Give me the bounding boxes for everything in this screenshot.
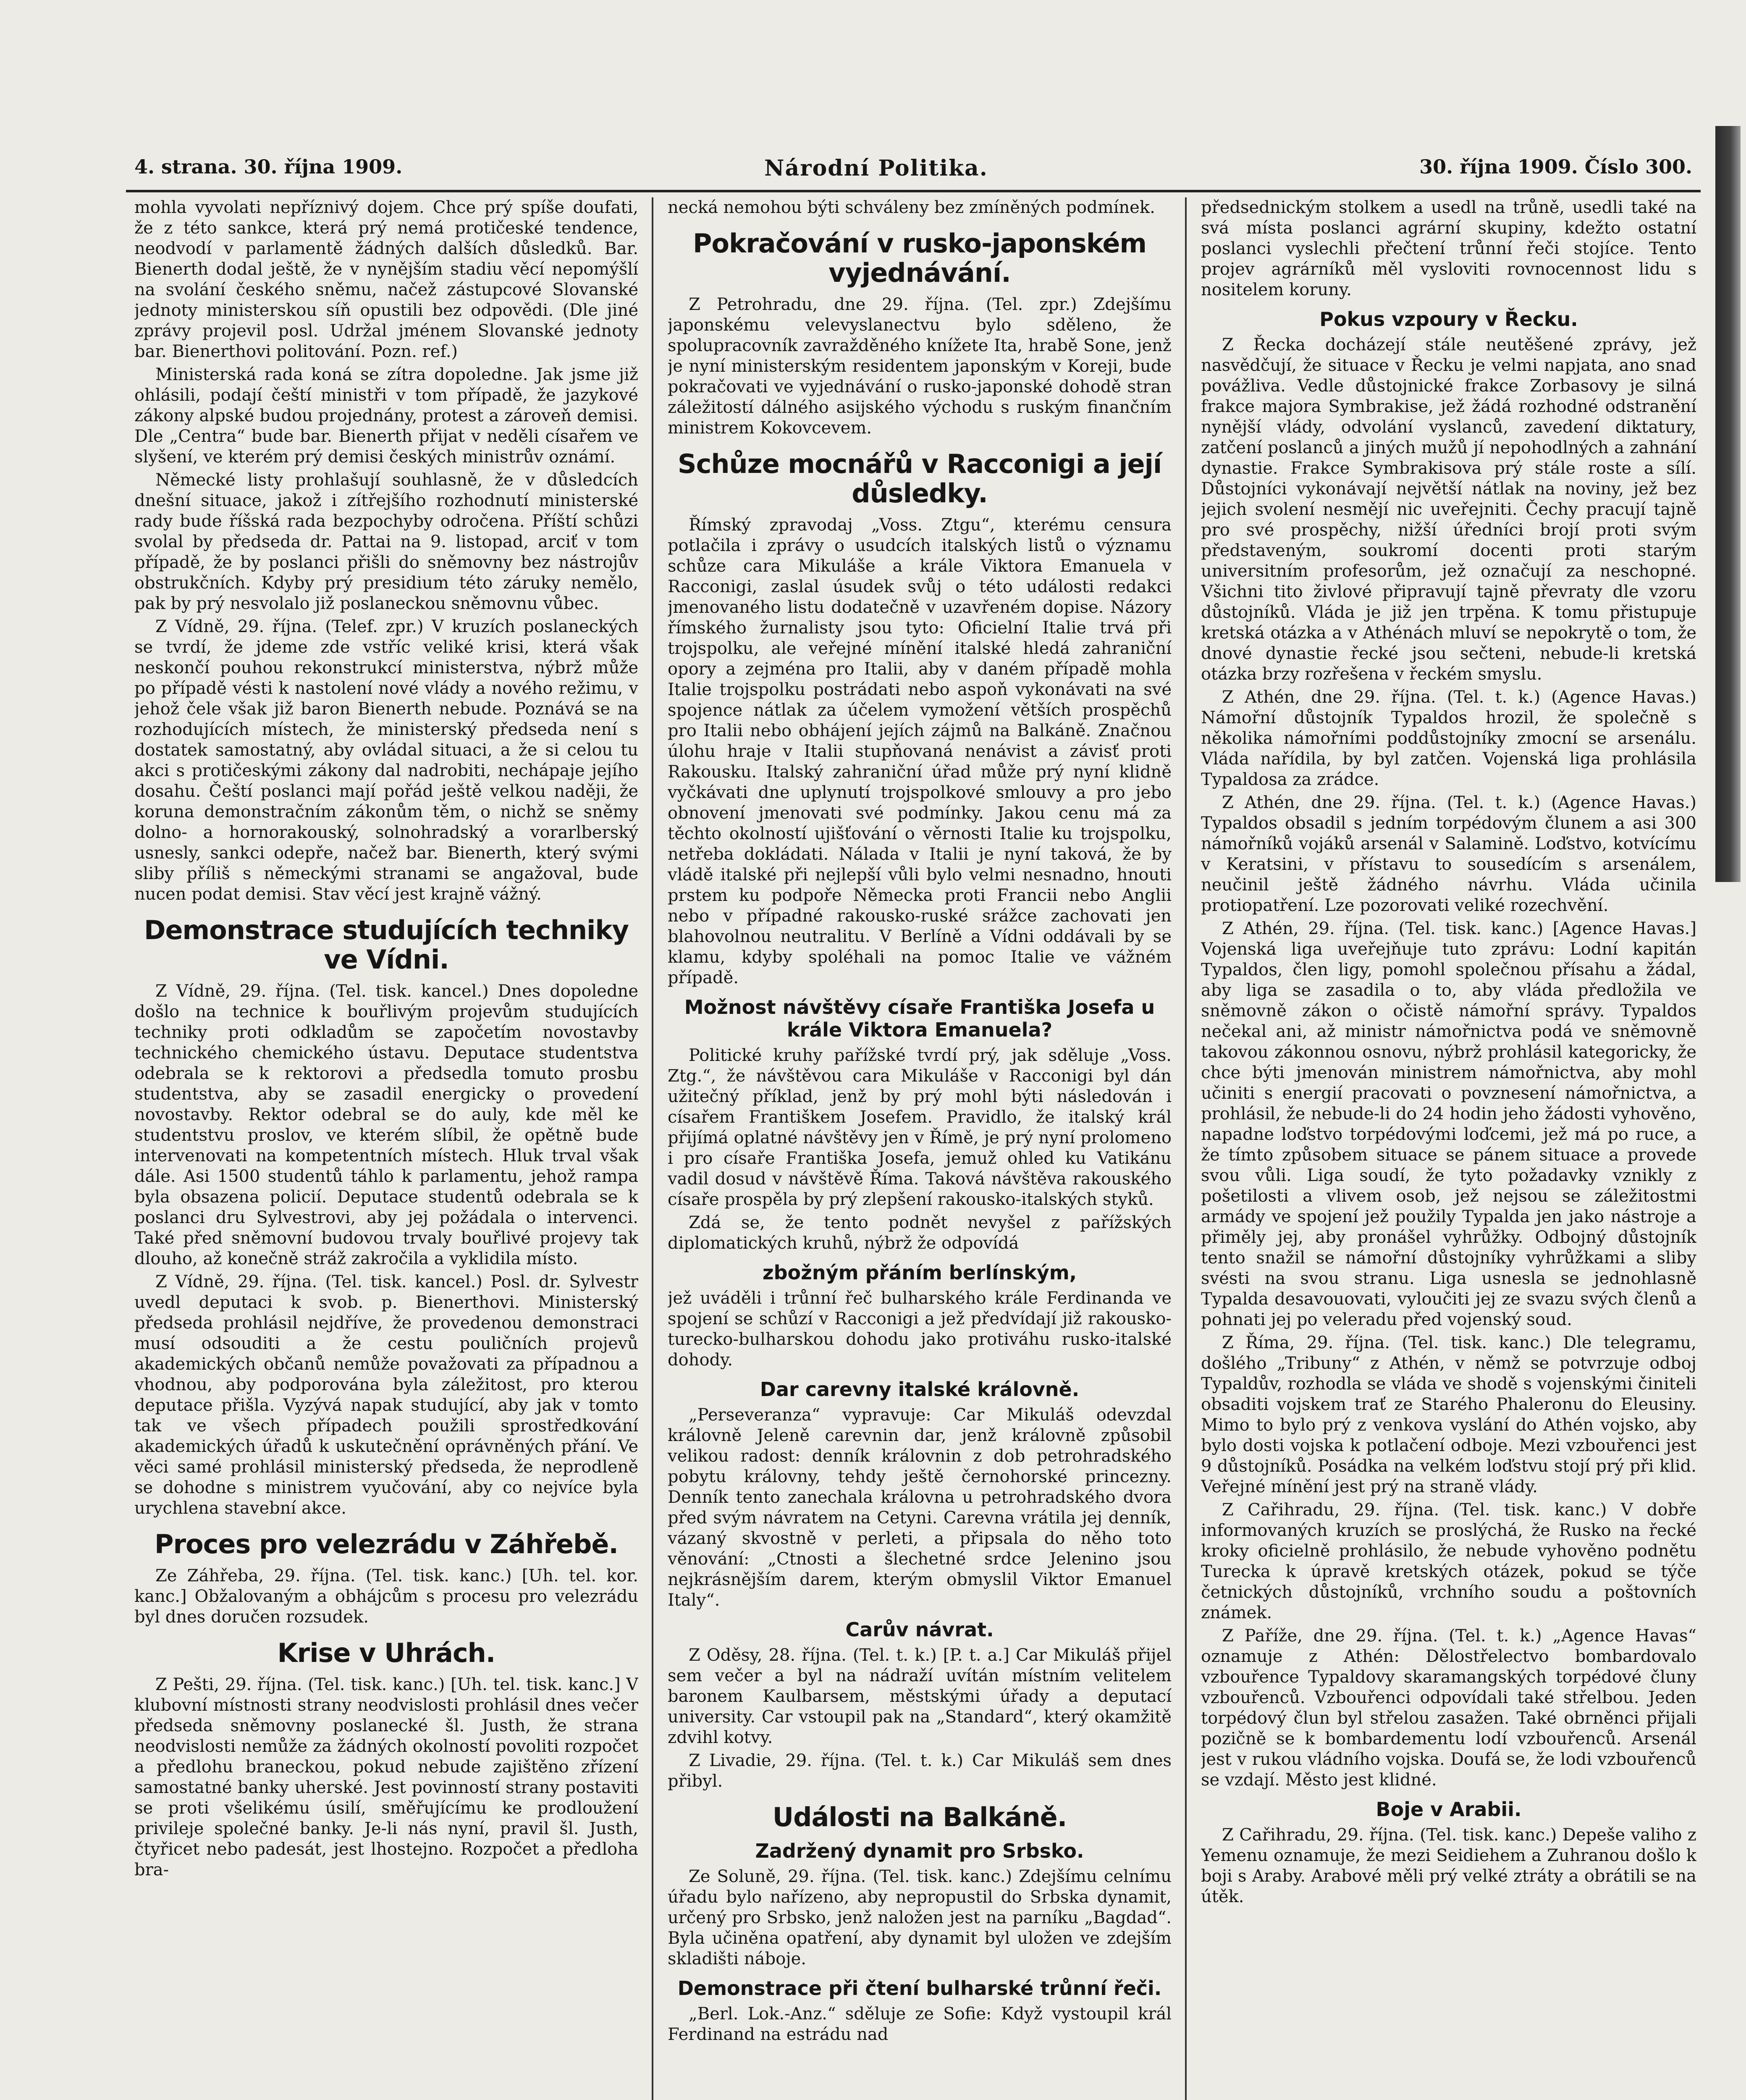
article-paragraph: Z Cařihradu, 29. října. (Tel. tisk. kanc.) Depeše valiho z Yemenu oznamuje, že mezi Seidiehem a Zuhranou došlo k boji s Araby. Arabové měli prý velké ztráty a obrátili se na útěk.: [1201, 1825, 1696, 1906]
article-paragraph: Z Cařihradu, 29. října. (Tel. tisk. kanc.) V dobře informovaných kruzích se proslýchá, že Rusko na řecké kroky oficielně prohlásilo, že nebude vyhověno podnětu Turecka k úpravě kretských otázek, pokud se týče četnických důstojníků, vrchního soudu a poštovních známek.: [1201, 1500, 1696, 1622]
article-paragraph: Z Athén, 29. října. (Tel. tisk. kanc.) [Agence Havas.] Vojenská liga uveřejňuje tuto zprávu: Lodní kapitán Typaldos, člen ligy, pomohl společnou přísahu a žádal, aby liga se zasadila o to, aby vláda předložila ve sněmovně zákon o očistě námořní správy. Typaldos nečekal ani, až ministr námořnictva podá ve sněmovně takovou zákonnou osnovu, nýbrž prohlásil kategoricky, že chce býti jmenován ministrem námořnictva, aby mohl učiniti s energií pracovati o povznesení námořnictva, a prohlásil, že nebude-li do 24 hodin jeho žádosti vyhověno, napadne loďstvo torpédovými loďcemi, jež má po ruce, a že tímto způsobem situace se pánem situace a provede svou vůli. Liga soudí, že tyto požadavky vznikly z pošetilosti a vlivem osob, jež nejsou se záležitostmi armády ve spojení jež použily Typalda jen jako nástroje a přiměly jej, aby pronášel vyhrůžky. Odbojný důstojník tento snažil se námořní důstojníky vyhrůžkami a sliby svésti na svou stranu. Liga usnesla se jednohlasně Typalda desavouovati, vyloučiti jej ze svazu svých členů a pohnati jej po veleradu před vojenský soud.: [1201, 919, 1696, 1329]
headline-rusko-japonske: Pokračování v rusko-japonském vyjednávání.: [692, 228, 1147, 288]
article-paragraph: Zdá se, že tento podnět nevyšel z pařížských diplomatických kruhů, nýbrž že odpovídá: [668, 1213, 1172, 1253]
subheadline-caruv-navrat: Carův návrat.: [845, 1618, 994, 1641]
article-paragraph: Z Athén, dne 29. října. (Tel. t. k.) (Agence Havas.) Námořní důstojník Typaldos hrozil, že společně s několika námořními poddůstojníky zmocní se arsenálu. Vláda nařídila, by byl zatčen. Vojenská liga prohlásila Typaldosa za zrádce.: [1201, 688, 1696, 789]
subheadline-dar-carevny: Dar carevny italské královně.: [760, 1378, 1080, 1401]
article-paragraph: Z Pešti, 29. října. (Tel. tisk. kanc.) [Uh. tel. tisk. kanc.] V klubovní místnosti strany neodvislosti prohlásil dnes večer předseda sněmovny poslanecké šl. Justh, že strana neodvislosti nemůže za žádných okolností povoliti rozpočet a předlohu braneckou, pokud nebude zajištěno zřízení samostatné banky uherské. Jest povinností strany postaviti se proti všelikému úsilí, směřujícímu ke prodloužení privileje společné banky. Je-li nás nyní, pravil šl. Justh, čtyřicet nebo padesát, jest lhostejno. Rozpočet a předloha bra-: [134, 1675, 638, 1880]
article-paragraph: předsednickým stolkem a usedl na trůně, usedli také na svá místa poslanci agrární skupiny, kdežto ostatní poslanci vyslechli přečtení trůnní řeči stojíce. Tento projev agrárníků měl vysloviti rovnocennost lidu s nositelem koruny.: [1201, 198, 1696, 299]
running-header: [126, 151, 1701, 185]
article-paragraph: Z Vídně, 29. října. (Tel. tisk. kancel.) Posl. dr. Sylvestr uvedl deputaci k svob. p. Bienerthovi. Ministerský předseda prohlásil nejdříve, že provedenou demonstraci musí odsouditi a že cestu pouličních projevů akademických občanů nemůže považovati za případnou a vhodnou, aby podporována byla záležitost, pro kterou deputace přišla. Vyzývá napak studující, aby jak v tomto tak ve všech případech použili sprostředkování akademických úřadů k uskutečnění oprávněných přání. Ve věci samé prohlásil ministerský předseda, že neprodleně se dohodne s ministrem vyučování, aby co nejvíce byla urychlena stavební akce.: [134, 1272, 638, 1518]
subheadline-dynamit-srbsko: Zadržený dynamit pro Srbsko.: [755, 1840, 1084, 1862]
article-paragraph: Z Paříže, dne 29. října. (Tel. t. k.) „Agence Havas“ oznamuje z Athén: Dělostřelectvo bombardovalo vzbouřence Typaldovy skaramangských torpédové čluny vzbouřenců. Vzbouřenci odpovídali také střelbou. Jeden torpédový člun byl střelou zasažen. Také obrněnci přijali pozičně se k bombardementu lodí vzbouřenců. Arsenál jest v rukou vládního vojska. Doufá se, že lodi vzbouřenců se vzdají. Město jest klidné.: [1201, 1626, 1696, 1790]
article-paragraph: Z Athén, dne 29. října. (Tel. t. k.) (Agence Havas.) Typaldos obsadil s jedním torpédovým člunem a asi 300 námořníků vojáků arsenál v Salamině. Loďstvo, kotvícímu v Keratsini, v přístavu to sousedícím s arsenálem, neučinil ještě žádného návrhu. Vláda učinila protiopatření. Lze pozorovati veliké rozechvění.: [1201, 793, 1696, 915]
article-paragraph: Ministerská rada koná se zítra dopoledne. Jak jsme již ohlásili, podají čeští ministři v tom případě, že jazykové zákony alpské budou projednány, protest a zároveň demisi. Dle „Centra“ bude bar. Bienerth přijat v neděli císařem ve slyšení, ve kterém prý demisi českých ministrův oznámí.: [134, 365, 638, 467]
masthead-title: Národní Politika.: [764, 155, 988, 181]
column-separator: [652, 197, 653, 2100]
subheadline-navsteva-cisare: Možnost návštěvy císaře Františka Josefa u krále Viktora Emanuela?: [684, 996, 1155, 1041]
article-paragraph: Z Řecka docházejí stále neutěšené zprávy, jež nasvědčují, že situace v Řecku je velmi napjata, ano snad povážliva. Vedle důstojnické frakce Zorbasovy je silná frakce majora Symbrakise, jež žádá rozhodné odstranění nynější vlády, odvolání vyslanců, zavedení diktatury, zatčení poslanců a jiných mužů jí nepohodlných a zahnání dynastie. Frakce Symbrakisova prý stále roste a sílí. Důstojníci vykonávají největší nátlak na noviny, jež bez jejich svolení nesmějí nic uveřejniti. Čechy pracují tajně pro své prospěchy, nižší úředníci brojí proti svým představeným, soukromí docenti proti starým universitním profesorům, jež označují za neschopné. Všichni tito živlové připravují tajně převraty dle vzoru důstojníků. Vláda je již jen trpěna. K tomu přistupuje kretská otázka a v Athénách mluví se nepokrytě o tom, že dnové dynastie řecké jsou sečteni, nebude-li kretská otázka brzy rozřešena v řeckém smyslu.: [1201, 335, 1696, 684]
subheadline-vzpoura-recko: Pokus vzpoury v Řecku.: [1319, 308, 1578, 331]
headline-udalosti-na-balkane: Události na Balkáně.: [772, 1802, 1067, 1832]
article-paragraph: Ze Záhřeba, 29. října. (Tel. tisk. kanc.) [Uh. tel. kor. kanc.] Obžalovaným a obhájcům s procesu pro velezrádu byl dnes doručen rozsudek.: [134, 1566, 638, 1627]
column-2: [668, 197, 1172, 2100]
subheadline-boje-v-arabii: Boje v Arabii.: [1376, 1798, 1522, 1821]
article-paragraph: Německé listy prohlašují souhlasně, že v důsledcích dnešní situace, jakož i zítřejšího rozhodnutí ministerské rady bude říšská rada bezpochyby odročena. Příští schůzi svolal by předseda dr. Pattai na 9. listopad, arciť v tom případě, že by poslanci přišli do sněmovny bez nástrojův obstrukčních. Kdyby prý presidium této záruky nemělo, pak by prý nesvolalo již poslaneckou sněmovnu vůbec.: [134, 470, 638, 613]
article-paragraph: Římský zpravodaj „Voss. Ztgu“, kterému censura potlačila i zprávy o usudcích italských listů o významu schůze cara Mikuláše a krále Viktora Emanuela v Racconigi, zaslal úsudek svůj o této události redakci jmenovaného listu dodatečně v uzavřeném dopise. Názory římského žurnalisty jsou tyto: Oficielní Italie trvá při trojspolku, ale veřejné mínění italské hledá zahraniční opory a zejména pro Italii, aby v daném případě mohla Italie trojspolku postrádati nebo aspoň vykonávati na své spojence nátlak za účelem vymožení větších prospěchů pro Italii nebo obhájení jejích zájmů na Balkáně. Značnou úlohu hraje v Italii stupňovaná nenávist a závisť proti Rakousku. Italský zahraniční úřad může prý nyní klidně vyčkávati dne uplynutí trojspolkové smlouvy a pro jebo obnovení jmenovati své podmínky. Jakou cenu má za těchto okolností ujišťování o věrnosti Italie ku trojspolku, netřeba dokládati. Nálada v Italii je nyní taková, že by vládě italské při nejlepší vůli bylo velmi nesnadno, hnouti prstem ku podpoře Německa proti Francii nebo Anglii nebo v případné rakousko-ruské srážce zachovati jen blahovolnou neutralitu. V Berlíně a Vídni oddávali by se klamu, kdyby spoléhali na pomoc Italie ve vážném případě.: [668, 515, 1172, 987]
page-edge-shadow: [1715, 126, 1741, 882]
article-paragraph: Politické kruhy pařížské tvrdí prý, jak sděluje „Voss. Ztg.“, že návštěvou cara Mikuláše v Racconigi byl dán užitečný příklad, jenž by prý mohl býti následován i císařem Františkem Josefem. Pravidlo, že italský král přijímá oplatné návštěvy jen v Římě, je prý nyní prolomeno i pro císaře Františka Josefa, jemuž ohled ku Vatikánu vadil dosud v návštěvě Říma. Taková návštěva rakouského císaře prospěla by prý zlepšení rakousko-italských styků.: [668, 1046, 1172, 1209]
article-paragraph: „Perseveranza“ vypravuje: Car Mikuláš odevzdal královně Jeleně carevnin dar, jenž královně způsobil velikou radost: denník královnin z dob petrohradského pobytu královny, tehdy ještě černohorské princezny. Denník tento zanechala královna u petrohradského dvora před svým návratem na Cetyni. Carevna vrátila jej denník, vázaný skvostně v perleti, a připsala do něho toto věnování: „Ctnosti a šlechetné srdce Jelenino jsou nejkrásnějším darem, kterým obmyslil Viktor Emanuel Italy“.: [668, 1405, 1172, 1610]
article-paragraph: jež uváděli i trůnní řeč bulharského krále Ferdinanda ve spojení se schůzí v Racconigi a jež předvídají již rakousko-turecko-bulharskou dohodu jako protiváhu rusko-italské dohody.: [668, 1289, 1172, 1370]
article-paragraph: necká nemohou býti schváleny bez zmíněných podmínek.: [668, 198, 1155, 217]
issue-date-number: 30. října 1909. Číslo 300.: [1419, 155, 1692, 178]
newspaper-page: [126, 151, 1701, 2100]
article-paragraph: Z Říma, 29. října. (Tel. tisk. kanc.) Dle telegramu, došlého „Tribuny“ z Athén, v němž se potvrzuje odboj Typaldův, rozhodla se vláda ve shodě s vojenskými činiteli obsaditi vojskem trať ze Starého Phaleronu do Eleusiny. Mimo to bylo prý z venkova vyslání do Athén vojsko, aby bylo dosti vojska k potlačení odboje. Mezi vzbouřenci jest 9 důstojníků. Posádka na velkém loďstvu stojí prý při klid. Veřejné mínění jest prý na straně vlády.: [1201, 1333, 1696, 1496]
subheadline-trunni-rec: Demonstrace při čtení bulharské trůnní řeči.: [677, 1977, 1162, 2000]
column-separator: [1185, 197, 1187, 2100]
article-paragraph: Z Vídně, 29. října. (Telef. zpr.) V kruzích poslaneckých se tvrdí, že jdeme zde vstříc veliké krisi, která však neskončí pouhou rekonstrukcí ministerstva, nýbrž může po případě vésti k nastolení nové vlády a nového režimu, v jehož čele však již baron Bienerth nebude. Poznává se na rozhodujících místech, že ministerský předseda není s dostatek samostatný, aby ovládal situaci, a že si celou tu akci s protičeskými zákony dal nadrobiti, nechápaje jejího dosahu. Čeští poslanci mají pořád ještě velkou naději, že koruna demonstračním zákonům těm, o nichž se sněmy dolno- a hornorakouský, solnohradský a vorarlberský usnesly, sankci odepře, načež bar. Bienerth, který svými sliby příliš s německými stranami se angažoval, bude nucen podat demisi. Stav věcí jest krajně vážný.: [134, 617, 638, 904]
article-paragraph: Z Petrohradu, dne 29. října. (Tel. zpr.) Zdejšímu japonskému velevyslanectvu bylo sděleno, že spolupracovník zavražděného knížete Ita, hrabě Sone, jenž je nyní ministerským residentem japonským v Koreji, bude pokračovati ve vyjednávání o rusko-japonské dohodě stran záležitostí dálného asijského východu s ruským finančním ministrem Kokovcevem.: [668, 295, 1172, 438]
header-rule: [126, 190, 1701, 192]
column-1: [134, 197, 638, 2100]
article-paragraph: Z Vídně, 29. října. (Tel. tisk. kancel.) Dnes dopoledne došlo na technice k bouřlivým projevům studujících techniky proti odkladům se započetím novostavby technického chemického ústavu. Deputace studentstva odebrala se k rektorovi a předsedla tomuto prosbu studentstva, aby se zasadil energicky o provedení novostavby. Rektor odebral se do auly, kde měl ke studentstvu proslov, ve kterém slíbil, že opětně bude intervenovati na kompetentních místech. Hluk trval však dále. Asi 1500 studentů táhlo k parlamentu, jehož rampa byla obsazena policií. Deputace studentů odebrala se k poslanci dru Sylvestrovi, aby jej požádala o intervenci. Také před sněmovní budovou trvaly bouřlivé projevy tak dlouho, až konečně stráž zakročila a vyklidila místo.: [134, 982, 638, 1268]
headline-demonstrace-techniky: Demonstrace studujících techniky ve Vídni.: [144, 915, 629, 975]
article-paragraph: mohla vyvolati nepříznivý dojem. Chce prý spíše doufati, že z této sankce, která prý nemá protičeské tendence, neodvodí v parlamentě žádných dalších důsledků. Bar. Bienerth dodal ještě, že v nynějším stadiu věcí nepomýšlí na svolání českého sněmu, načež zástupcové Slovanské jednoty ministerskou síň opustili bez odpovědi. (Dle jiné zprávy projevil posl. Udržal jménem Slovanské jednoty bar. Bienerthovi politování. Pozn. ref.): [134, 198, 638, 361]
headline-proces-velezrada: Proces pro velezrádu v Záhřebě.: [155, 1529, 618, 1559]
article-paragraph: Z Livadie, 29. října. (Tel. t. k.) Car Mikuláš sem dnes přibyl.: [668, 1751, 1172, 1791]
column-3: [1201, 197, 1696, 2100]
subheadline-berlinska-prani: zbožným přáním berlínským,: [762, 1261, 1077, 1284]
headline-schuze-mocnaru: Schůze mocnářů v Racconigi a její důsledky.: [677, 449, 1162, 509]
article-paragraph: „Berl. Lok.-Anz.“ sděluje ze Sofie: Když vystoupil král Ferdinand na estrádu nad: [668, 2004, 1172, 2044]
page-number-date: 4. strana. 30. října 1909.: [134, 155, 403, 178]
article-paragraph: Ze Soluně, 29. října. (Tel. tisk. kanc.) Zdejšímu celnímu úřadu bylo nařízeno, aby nepropustil do Srbska dynamit, určený pro Srbsko, jenž naložen jest na parníku „Bagdad“. Byla učiněna opatření, aby dynamit byl uložen ve zdejším skladišti náboje.: [668, 1867, 1172, 1969]
headline-krise-v-uhrach: Krise v Uhrách.: [277, 1638, 495, 1668]
article-paragraph: Z Oděsy, 28. října. (Tel. t. k.) [P. t. a.] Car Mikuláš přijel sem večer a byl na nádraží uvítán místním velitelem baronem Kaulbarsem, městskými úřady a deputací university. Car vstoupil pak na „Standard“, který okamžitě zdvihl kotvy.: [668, 1646, 1172, 1747]
